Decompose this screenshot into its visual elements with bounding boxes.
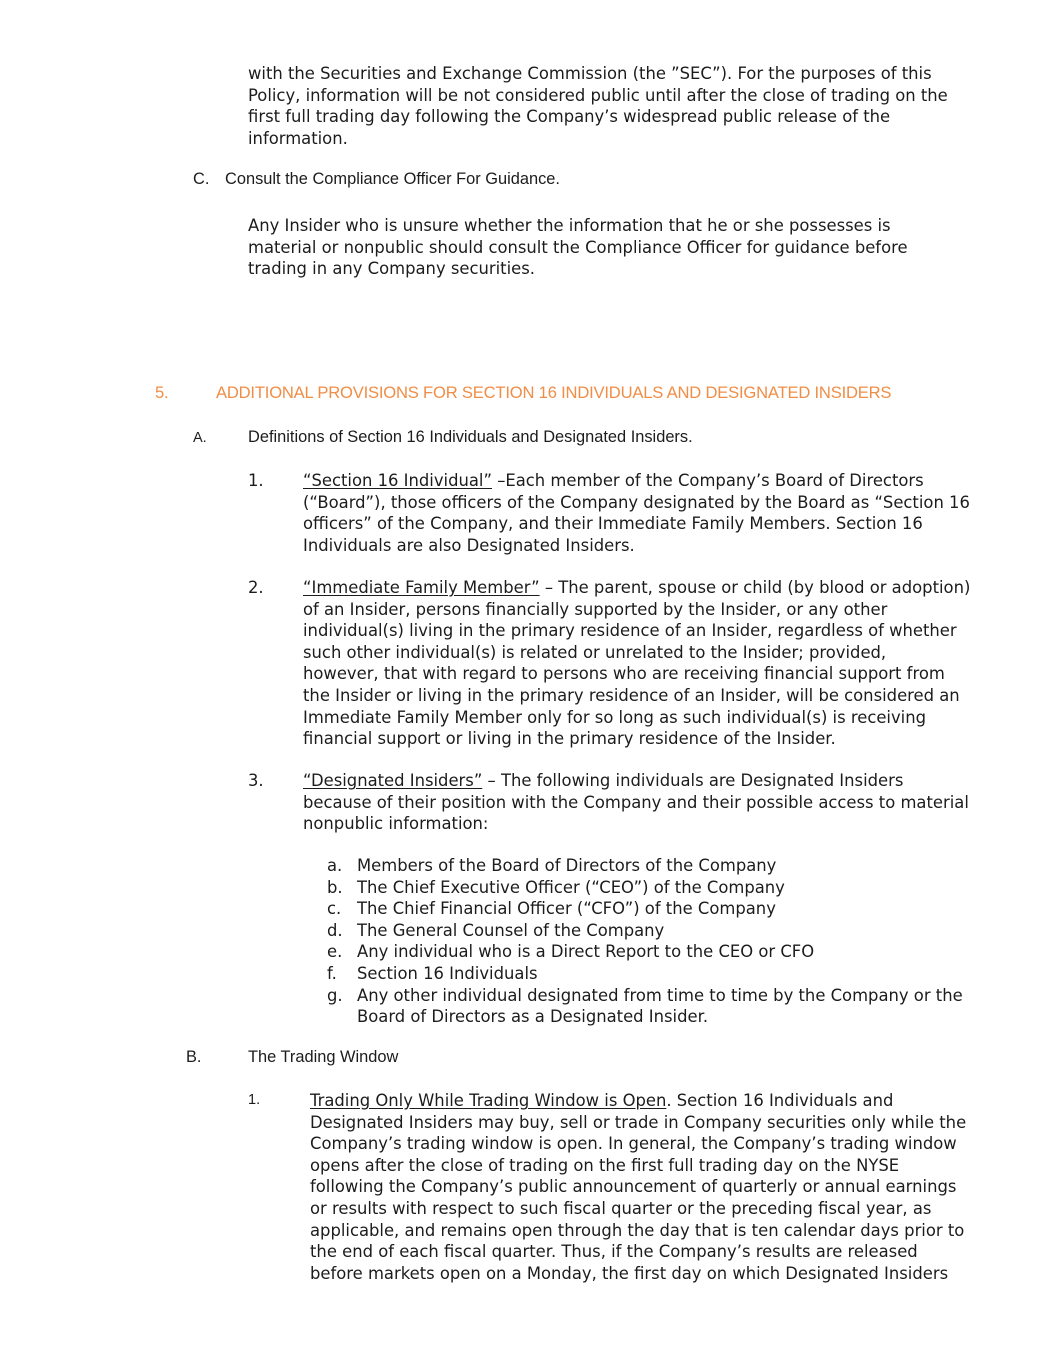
trading-line: before markets open on a Monday, the first day on which Designated Insiders <box>310 1263 949 1283</box>
list-item-text: Section 16 Individuals <box>357 963 538 983</box>
definition-1 <box>303 470 970 556</box>
list-item <box>327 920 947 942</box>
list-item <box>327 941 947 963</box>
subsection-a-heading <box>248 428 693 447</box>
trading-first-line <box>310 1090 966 1112</box>
definition-3-term: “Designated Insiders” <box>303 771 483 790</box>
definition-3-number: 3. <box>248 771 264 790</box>
definition-2-number: 2. <box>248 578 264 597</box>
definition-2-first-line <box>303 577 970 599</box>
definition-3-first-rest: – The following individuals are Designated Insiders <box>482 771 904 790</box>
section-5-title: ADDITIONAL PROVISIONS FOR SECTION 16 INDIVIDUALS AND DESIGNATED INSIDERS <box>216 383 892 402</box>
subsection-b-label: B. <box>186 1048 202 1066</box>
definition-1-first-rest: –Each member of the Company’s Board of Directors <box>491 471 924 490</box>
intro-line: with the Securities and Exchange Commission (the ”SEC”). For the purposes of this <box>248 64 932 83</box>
list-item-text: Any individual who is a Direct Report to the CEO or CFO <box>357 942 815 962</box>
definition-1-line: officers” of the Company, and their Immediate Family Members. Section 16 <box>303 514 923 534</box>
list-item-letter: d. <box>327 920 343 940</box>
subsection-a-label: A. <box>193 430 207 446</box>
trading-line: or results with respect to such fiscal quarter or the preceding fiscal year, as <box>310 1198 932 1218</box>
definition-1-line: (“Board”), those officers of the Company designated by the Board as “Section 16 <box>303 492 970 512</box>
list-item-letter: c. <box>327 899 342 919</box>
trading-line: Company’s trading window is open. In general, the Company’s trading window <box>310 1134 957 1154</box>
list-item-letter: g. <box>327 985 343 1005</box>
definition-2-line: Immediate Family Member only for so long as such individual(s) is receiving <box>303 707 927 727</box>
definition-3-line: because of their position with the Company and their possible access to material <box>303 792 969 812</box>
list-item-text: Board of Directors as a Designated Insider. <box>357 1007 709 1027</box>
trading-window-paragraph <box>310 1090 966 1284</box>
designated-insiders-list <box>327 855 963 1028</box>
list-item-text: Any other individual designated from time to time by the Company or the <box>357 985 963 1005</box>
definition-2-line: such other individual(s) is related or unrelated to the Insider; provided, <box>303 642 887 662</box>
subsection-a-title: Definitions of Section 16 Individuals and Designated Insiders <box>248 428 689 446</box>
list-item-letter: e. <box>327 942 343 962</box>
list-item <box>327 898 947 920</box>
section-c-label: C. <box>193 170 210 188</box>
definition-1-number: 1. <box>248 471 264 490</box>
intro-line: Policy, information will be not considered public until after the close of trading on the <box>248 85 948 105</box>
trading-line: opens after the close of trading on the first full trading day on the NYSE <box>310 1155 900 1175</box>
trading-term: Trading Only While Trading Window is Open <box>310 1091 667 1110</box>
subsection-a-title-suffix: . <box>688 428 693 446</box>
definition-2-line: the Insider or living in the primary residence of an Insider, will be considered an <box>303 685 960 705</box>
definition-3-first-line <box>303 770 969 792</box>
trading-first-rest: . Section 16 Individuals and <box>666 1091 894 1110</box>
list-item-letter: b. <box>327 877 343 897</box>
list-item <box>327 985 963 1007</box>
definition-2-term: “Immediate Family Member” <box>303 578 540 597</box>
section-c-line: Any Insider who is unsure whether the information that he or she possesses is <box>248 216 891 235</box>
definition-3 <box>303 770 969 835</box>
list-item-letter: f. <box>327 963 337 983</box>
trading-1-number: 1. <box>248 1092 261 1108</box>
list-item-text: Members of the Board of Directors of the Company <box>357 856 777 875</box>
list-item-text: The Chief Executive Officer (“CEO”) of the Company <box>357 877 785 897</box>
definition-3-line: nonpublic information: <box>303 814 489 834</box>
definition-2-line: individual(s) living in the primary residence of an Insider, regardless of whether <box>303 621 957 641</box>
section-c-title: Consult the Compliance Officer For Guidance <box>225 170 556 188</box>
section-c-line: trading in any Company securities. <box>248 259 535 279</box>
definition-2-line: of an Insider, persons financially supported by the Insider, or any other <box>303 599 888 619</box>
list-item-text: The Chief Financial Officer (“CFO”) of the Company <box>357 899 776 919</box>
list-item <box>327 963 947 985</box>
trading-line: applicable, and remains open through the day that is ten calendar days prior to <box>310 1220 965 1240</box>
list-item-text: The General Counsel of the Company <box>357 920 665 940</box>
list-item-letter: a. <box>327 856 343 875</box>
section-c-heading <box>225 170 560 189</box>
trading-line: the end of each fiscal quarter. Thus, if the Company’s results are released <box>310 1242 918 1262</box>
section-c-title-suffix: . <box>555 170 560 188</box>
subsection-b-title: The Trading Window <box>248 1048 399 1066</box>
definition-1-term: “Section 16 Individual” <box>303 471 492 490</box>
intro-paragraph <box>248 63 948 149</box>
section-c-line: material or nonpublic should consult the Compliance Officer for guidance before <box>248 237 908 257</box>
definition-2-first-rest: – The parent, spouse or child (by blood or adoption) <box>539 578 971 597</box>
definition-2 <box>303 577 970 750</box>
definition-1-first-line <box>303 470 970 492</box>
definition-2-line: however, that with regard to persons who are receiving financial support from <box>303 664 945 684</box>
list-item-continuation <box>327 1006 947 1028</box>
section-5-number: 5. <box>155 383 169 402</box>
trading-line: following the Company’s public announcement of quarterly or annual earnings <box>310 1177 957 1197</box>
definition-2-line: financial support or living in the primary residence of the Insider. <box>303 729 836 749</box>
list-item <box>327 877 947 899</box>
intro-line: information. <box>248 128 348 148</box>
section-c-paragraph <box>248 215 908 280</box>
trading-line: Designated Insiders may buy, sell or trade in Company securities only while the <box>310 1112 967 1132</box>
intro-line: first full trading day following the Company’s widespread public release of the <box>248 107 891 127</box>
list-item <box>327 855 947 877</box>
definition-1-line: Individuals are also Designated Insiders. <box>303 535 635 555</box>
